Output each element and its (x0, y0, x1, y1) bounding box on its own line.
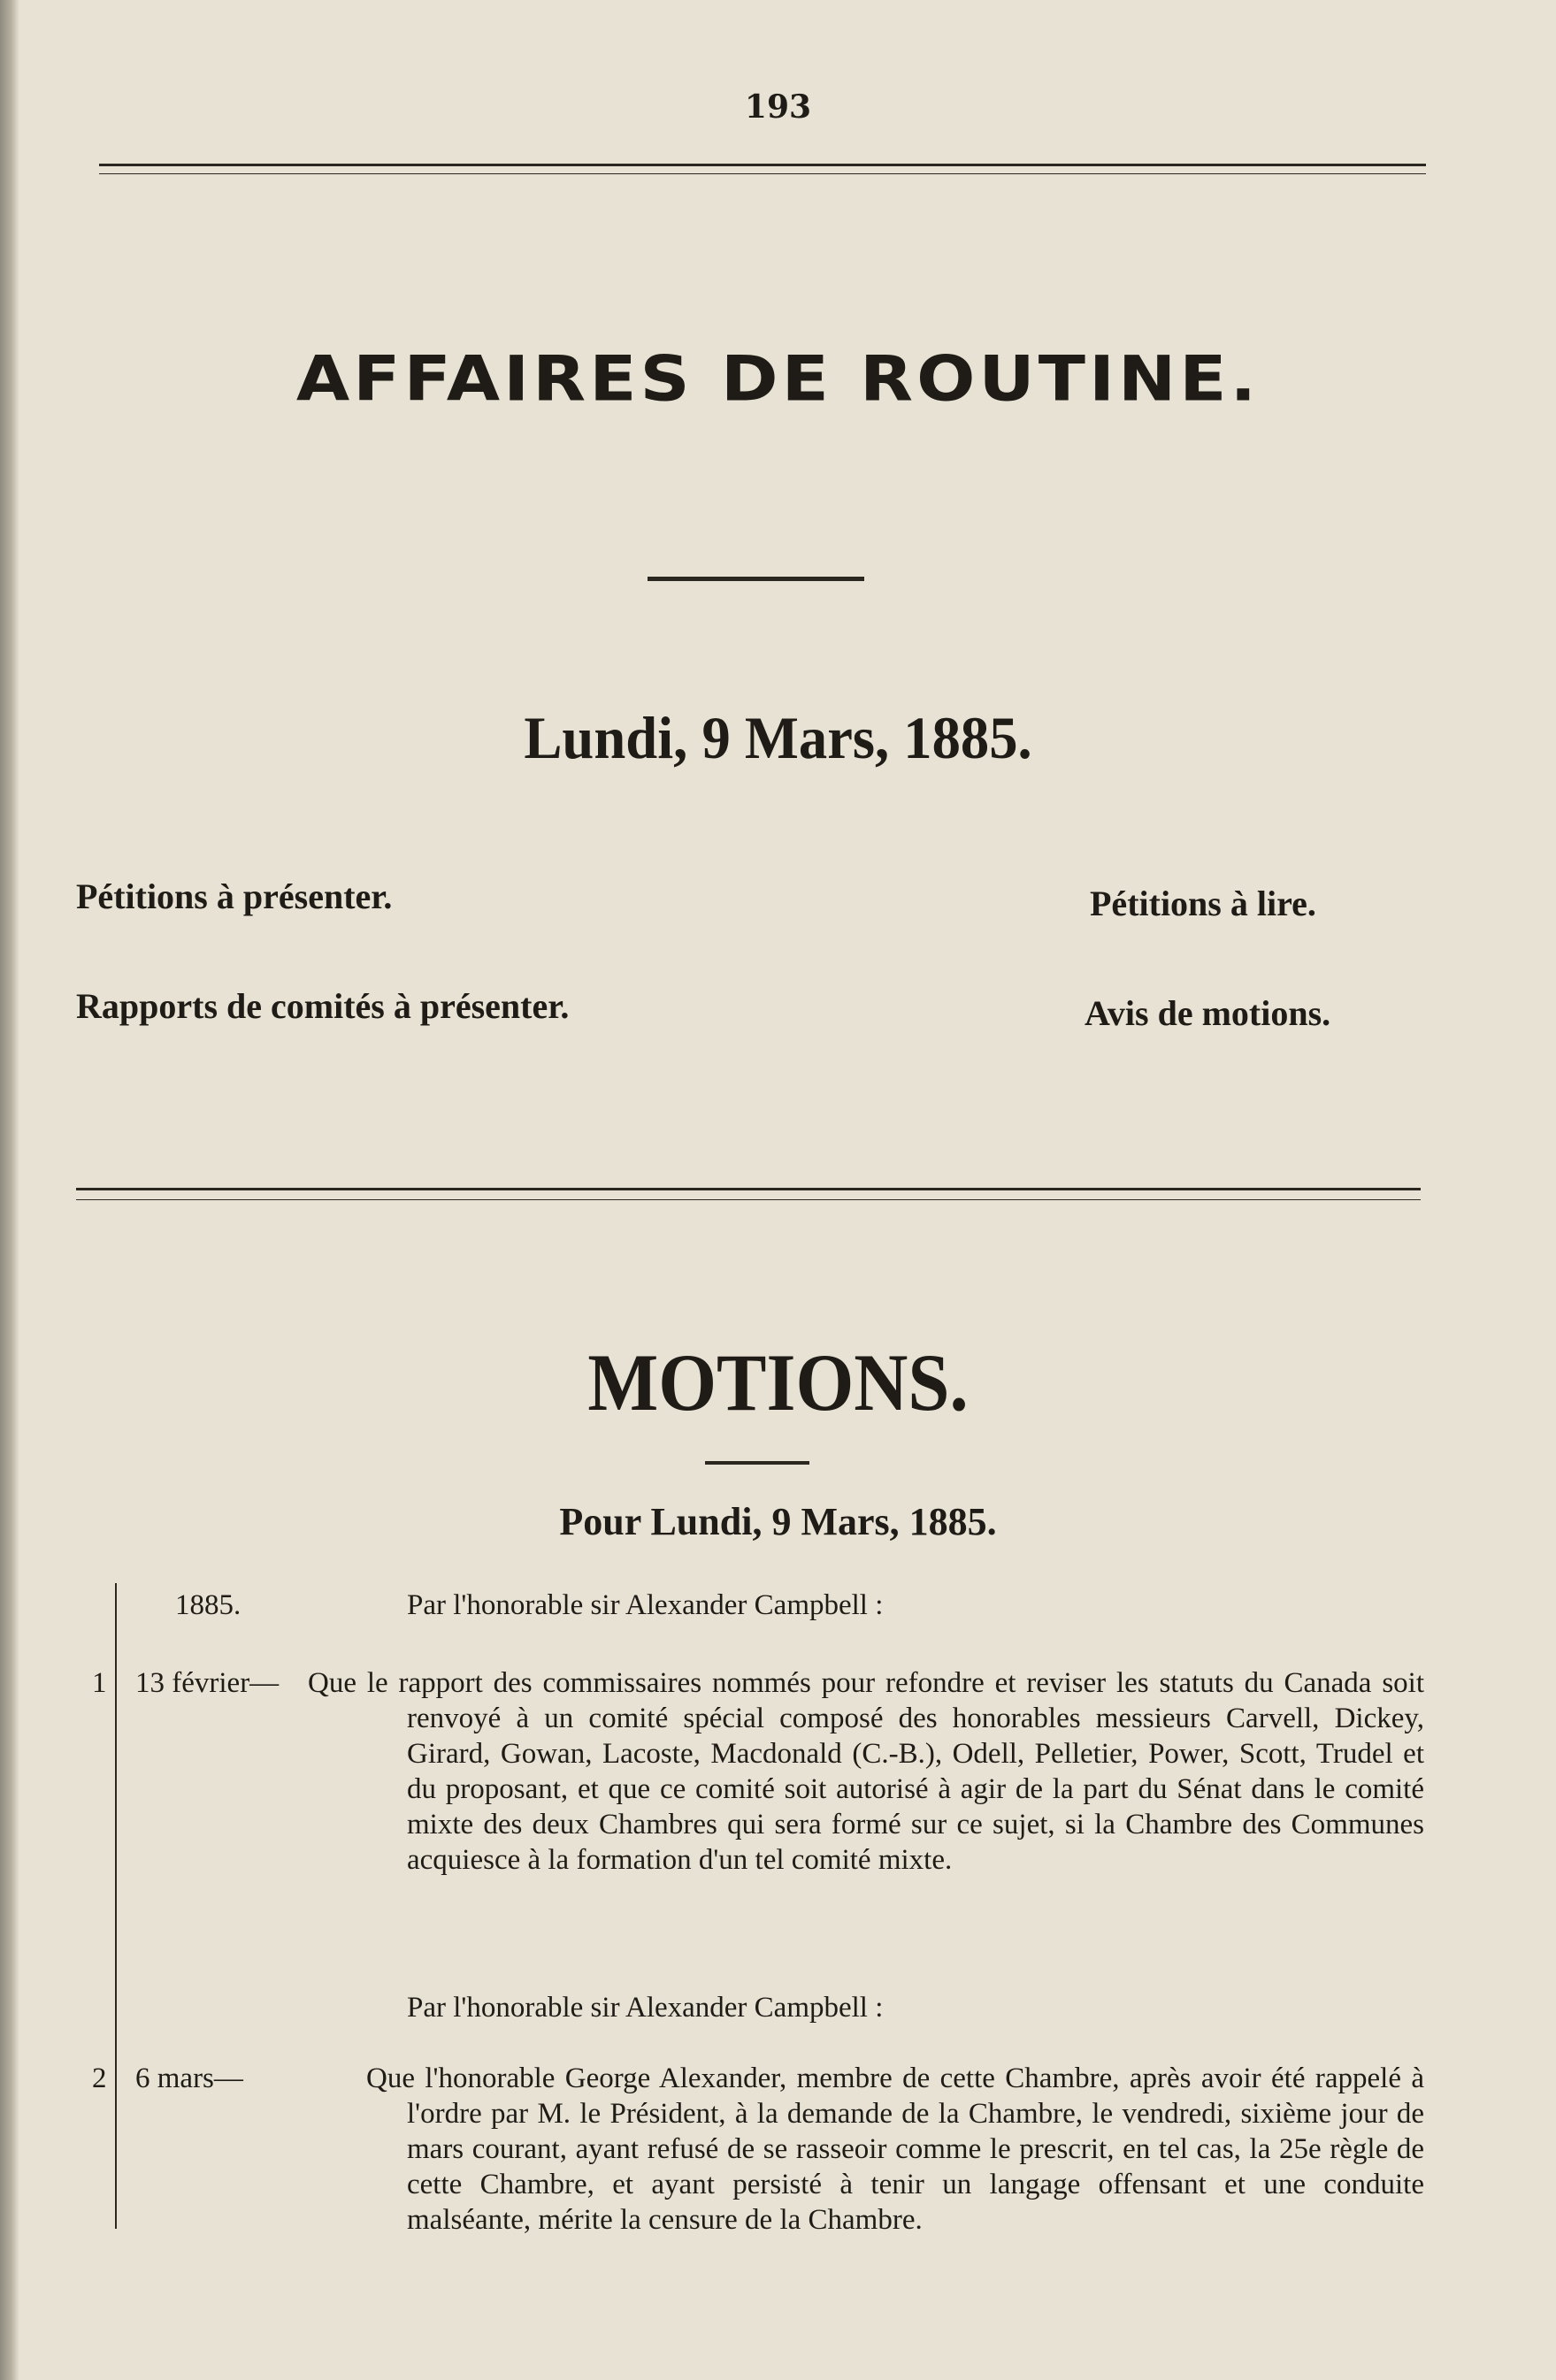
motion-2-text (366, 2061, 1424, 2238)
routine-item-committee-reports: Rapports de comités à présenter. (76, 986, 570, 1026)
page-number: 193 (744, 88, 812, 126)
motion-1-text-body: Que le rapport des commissaires nommés pour refondre et reviser les statuts du Canada soit renvoyé à un comité spécial composé des honorables messieurs Carvell, Dickey, Girard, Gowan, Lacoste, Macdonald (C.-B.), Odell, Pelletier, Power, Scott, Trudel et du proposant, et que ce comité soit autorisé à agir de la part du Sénat dans le comité mixte des deux Chambres qui sera formé sur ce sujet, si la Chambre des Communes acquiesce à la formation d'un tel comité mixte. (308, 1667, 1424, 1876)
margin-rule (115, 1583, 117, 2229)
top-rule (99, 164, 1426, 166)
motions-title: MOTIONS. (587, 1337, 969, 1427)
motions-date: Pour Lundi, 9 Mars, 1885. (559, 1500, 997, 1543)
motion-2-date: 6 mars— (135, 2062, 243, 2094)
motion-1-sponsor: Par l'honorable sir Alexander Campbell : (407, 1589, 884, 1621)
routine-item-notices-of-motion: Avis de motions. (1085, 993, 1331, 1033)
motions-title-underline (705, 1461, 809, 1465)
routine-item-petitions-present: Pétitions à présenter. (76, 876, 393, 916)
motions-year: 1885. (175, 1589, 241, 1621)
motion-2-number: 2 (92, 2062, 107, 2094)
middle-rule (76, 1188, 1421, 1190)
motion-1-number: 1 (92, 1667, 107, 1699)
motion-1-date: 13 février— (135, 1667, 280, 1699)
top-rule-thin (99, 173, 1426, 174)
motion-1-text (308, 1665, 1424, 1878)
routine-title-underline (648, 577, 864, 581)
routine-item-petitions-read: Pétitions à lire. (1090, 884, 1316, 923)
routine-date: Lundi, 9 Mars, 1885. (524, 704, 1032, 771)
motion-2-sponsor: Par l'honorable sir Alexander Campbell : (407, 1992, 884, 2024)
motion-2-text-body: Que l'honorable George Alexander, membre de cette Chambre, après avoir été rappelé à l'ordre par M. le Président, à la demande de la Chambre, le vendredi, sixième jour de mars courant, ayant refusé de se rasseoir comme le prescrit, en tel cas, la 25e règle de cette Chambre, et ayant persisté à tenir un langage offensant et une conduite malséante, mérite la censure de la Chambre. (366, 2062, 1424, 2236)
routine-title: AFFAIRES DE ROUTINE. (295, 343, 1261, 416)
middle-rule-thin (76, 1199, 1421, 1200)
